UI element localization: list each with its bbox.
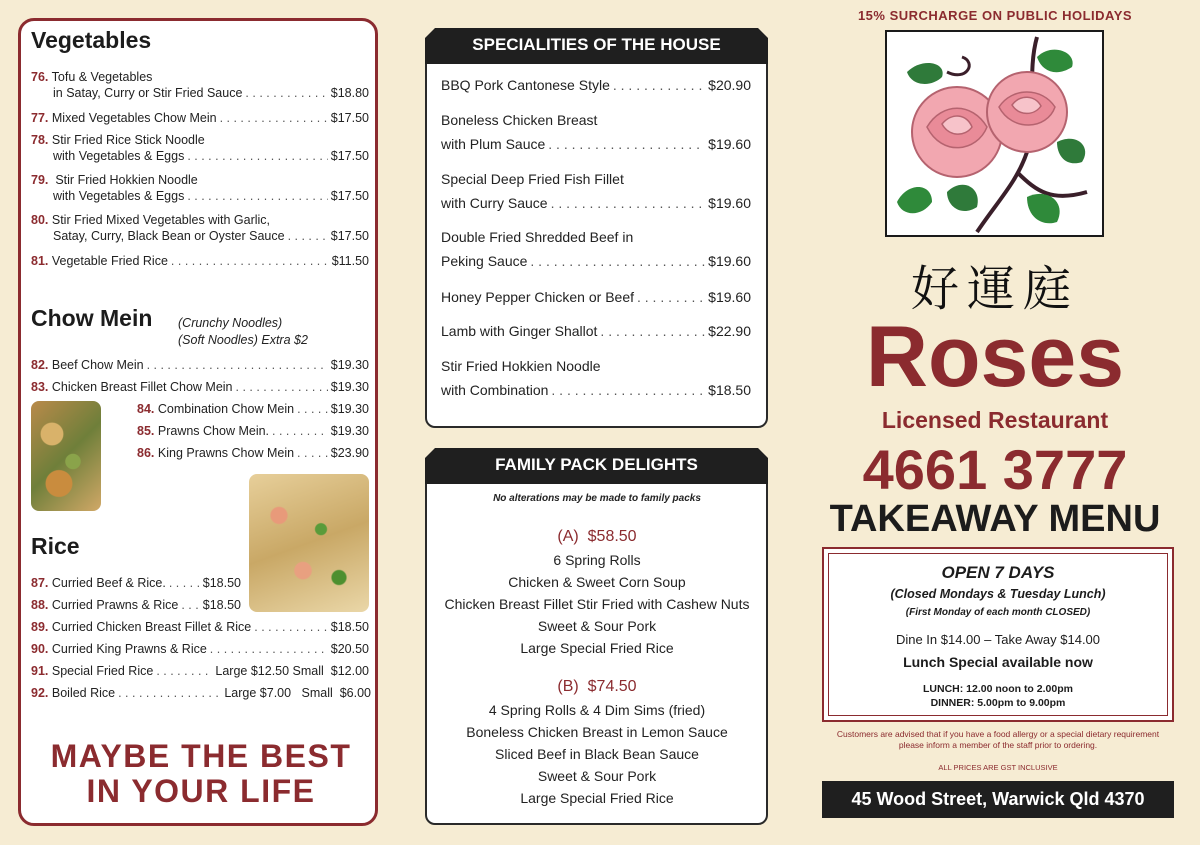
item-desc: Peking Sauce xyxy=(441,253,528,269)
food-photo-chow-mein xyxy=(31,401,101,511)
item-name: Boiled Rice xyxy=(51,686,116,700)
item-desc: with Plum Sauce xyxy=(441,136,546,152)
closed-note: (Closed Mondays & Tuesday Lunch) xyxy=(890,587,1106,601)
item-price: $17.50 xyxy=(330,149,369,163)
menu-item-88 xyxy=(31,597,241,613)
item-number: 88. xyxy=(31,598,49,612)
rose-illustration xyxy=(885,30,1104,237)
item-price: $18.50 xyxy=(330,620,369,634)
speciality-item xyxy=(441,354,751,402)
menu-item-79 xyxy=(31,172,369,204)
pack-a-heading xyxy=(427,526,767,548)
item-name: Stir Fried Hokkien Noodle xyxy=(441,358,601,374)
item-name: Special Deep Fried Fish Fillet xyxy=(441,171,624,187)
pack-a-item: 6 Spring Rolls xyxy=(553,552,641,568)
item-price: $19.60 xyxy=(708,253,751,269)
specialities-title: SPECIALITIES OF THE HOUSE xyxy=(425,28,768,64)
item-number: 90. xyxy=(31,642,49,656)
menu-item-76 xyxy=(31,69,369,101)
pack-b-item: Large Special Fried Rice xyxy=(520,790,674,806)
pack-a-item: Large Special Fried Rice xyxy=(520,640,674,656)
item-price: $11.50 xyxy=(331,254,369,268)
lunch-prices: Dine In $14.00 – Take Away $14.00 xyxy=(895,632,1101,647)
item-name: Stir Fried Hokkien Noodle xyxy=(55,173,198,187)
opening-hours-inner xyxy=(828,553,1168,716)
item-name: Combination Chow Mein xyxy=(157,402,295,416)
item-number: 85. xyxy=(137,424,155,438)
item-name: Lamb with Ginger Shallot xyxy=(441,323,598,339)
item-desc: in Satay, Curry or Stir Fried Sauce xyxy=(53,86,243,100)
menu-item-85 xyxy=(137,423,369,439)
allergy-line1: Customers are advised that if you have a food allergy or a special dietary requirement xyxy=(836,729,1160,739)
item-number: 80. xyxy=(31,213,49,227)
item-name: Prawns Chow Mein. xyxy=(157,424,270,438)
item-desc: with Curry Sauce xyxy=(441,195,548,211)
item-price: $19.30 xyxy=(330,402,369,416)
menu-item-84 xyxy=(137,401,369,417)
item-name: Curried Beef & Rice. xyxy=(51,576,166,590)
item-price: $18.50 xyxy=(202,598,241,612)
surcharge-notice: 15% SURCHARGE ON PUBLIC HOLIDAYS xyxy=(857,8,1133,23)
item-name: Beef Chow Mein xyxy=(51,358,144,372)
lunch-hours: LUNCH: 12.00 noon to 2.00pm xyxy=(923,683,1073,695)
pack-b-item: Sweet & Sour Pork xyxy=(537,768,657,784)
speciality-item xyxy=(441,73,751,97)
item-number: 87. xyxy=(31,576,49,590)
item-name: BBQ Pork Cantonese Style xyxy=(441,77,610,93)
item-name: Tofu & Vegetables xyxy=(51,70,153,84)
open-days: OPEN 7 DAYS xyxy=(941,563,1055,582)
item-price: $17.50 xyxy=(330,229,369,243)
chow-mein-title: Chow Mein xyxy=(31,305,153,331)
item-number: 82. xyxy=(31,358,49,372)
pack-a-label: (A) xyxy=(557,528,579,545)
menu-item-83 xyxy=(31,379,369,395)
item-price: $19.60 xyxy=(708,136,751,152)
item-number: 89. xyxy=(31,620,49,634)
speciality-item xyxy=(441,225,751,273)
item-size-prices: Large $7.00 Small xyxy=(224,686,333,700)
family-pack-title: FAMILY PACK DELIGHTS xyxy=(425,448,768,484)
item-price: $6.00 xyxy=(339,686,371,700)
item-name: Boneless Chicken Breast xyxy=(441,112,598,128)
item-desc: with Vegetables & Eggs xyxy=(53,189,185,203)
item-price: $19.60 xyxy=(708,195,751,211)
pack-b-item: 4 Spring Rolls & 4 Dim Sims (fried) xyxy=(488,702,706,718)
takeaway-menu-title: TAKEAWAY MENU xyxy=(829,498,1161,540)
item-price: $23.90 xyxy=(330,446,369,460)
menu-item-81 xyxy=(31,253,369,269)
item-name: Mixed Vegetables Chow Mein xyxy=(51,111,217,125)
item-name: King Prawns Chow Mein xyxy=(157,446,295,460)
pack-a-item: Chicken & Sweet Corn Soup xyxy=(508,574,686,590)
rice-title: Rice xyxy=(31,533,80,559)
pack-b-item: Sliced Beef in Black Bean Sauce xyxy=(495,746,699,762)
item-number: 76. xyxy=(31,70,49,84)
opening-hours-box xyxy=(822,547,1174,722)
family-pack-note: No alterations may be made to family packs xyxy=(493,493,701,504)
chinese-name: 好運庭 xyxy=(910,261,1079,317)
address-bar: 45 Wood Street, Warwick Qld 4370 xyxy=(822,781,1174,818)
item-number: 92. xyxy=(31,686,49,700)
chow-mein-note-soft: (Soft Noodles) Extra $2 xyxy=(178,333,308,347)
item-price: $12.00 xyxy=(330,664,369,678)
item-name: Vegetable Fried Rice xyxy=(51,254,168,268)
menu-item-87 xyxy=(31,575,241,591)
item-size-prices: Large $12.50 Small xyxy=(215,664,324,678)
menu-item-82 xyxy=(31,357,369,373)
phone-number: 4661 3777 xyxy=(862,438,1128,501)
menu-item-89 xyxy=(31,619,369,635)
pack-b-heading xyxy=(427,676,767,698)
item-price: $19.30 xyxy=(330,380,369,394)
item-number: 84. xyxy=(137,402,155,416)
gst-notice: ALL PRICES ARE GST INCLUSIVE xyxy=(938,763,1058,772)
item-name: Stir Fried Rice Stick Noodle xyxy=(51,133,205,147)
item-desc: with Combination xyxy=(441,382,549,398)
food-photo-fried-rice xyxy=(249,474,369,612)
item-price: $17.50 xyxy=(330,189,369,203)
dinner-hours: DINNER: 5.00pm to 9.00pm xyxy=(930,697,1066,709)
allergy-line2: please inform a member of the staff prior to ordering. xyxy=(898,740,1098,750)
family-pack-box xyxy=(425,448,768,825)
pack-b-item: Boneless Chicken Breast in Lemon Sauce xyxy=(466,724,728,740)
brand-name: Roses xyxy=(865,309,1125,405)
tagline-line1: MAYBE THE BEST xyxy=(50,738,352,774)
menu-item-90 xyxy=(31,641,369,657)
item-price: $19.30 xyxy=(330,424,369,438)
item-number: 79. xyxy=(31,173,49,187)
menu-item-80 xyxy=(31,212,369,244)
item-number: 81. xyxy=(31,254,49,268)
item-name: Double Fried Shredded Beef in xyxy=(441,229,634,245)
menu-item-86 xyxy=(137,445,369,461)
item-number: 86. xyxy=(137,446,155,460)
pack-a-price: $58.50 xyxy=(587,528,637,545)
item-number: 78. xyxy=(31,133,49,147)
menu-item-78 xyxy=(31,132,369,164)
item-price: $22.90 xyxy=(708,323,751,339)
tagline xyxy=(21,739,381,809)
item-number: 77. xyxy=(31,111,49,125)
item-price: $17.50 xyxy=(330,111,369,125)
chow-mein-note-crunchy: (Crunchy Noodles) xyxy=(178,316,283,330)
pack-a-item: Sweet & Sour Pork xyxy=(537,618,657,634)
pack-a-item: Chicken Breast Fillet Stir Fried with Cashew Nuts xyxy=(444,596,750,612)
item-price: $18.50 xyxy=(202,576,241,590)
item-name: Special Fried Rice xyxy=(51,664,154,678)
menu-item-92 xyxy=(31,685,371,701)
item-name: Honey Pepper Chicken or Beef xyxy=(441,289,634,305)
item-name: Chicken Breast Fillet Chow Mein xyxy=(51,380,233,394)
speciality-item xyxy=(441,108,751,156)
vegetables-title: Vegetables xyxy=(31,27,152,53)
item-price: $19.60 xyxy=(708,289,751,305)
pack-b-label: (B) xyxy=(557,678,579,695)
item-number: 91. xyxy=(31,664,49,678)
item-price: $18.80 xyxy=(330,86,369,100)
allergy-notice xyxy=(822,729,1174,751)
item-desc: with Vegetables & Eggs xyxy=(53,149,185,163)
item-price: $20.50 xyxy=(330,642,369,656)
speciality-item xyxy=(441,167,751,215)
speciality-item xyxy=(441,319,751,343)
item-name: Curried Chicken Breast Fillet & Rice xyxy=(51,620,252,634)
item-price: $18.50 xyxy=(708,382,751,398)
specialities-box xyxy=(425,28,768,428)
item-name: Curried King Prawns & Rice xyxy=(51,642,207,656)
item-number: 83. xyxy=(31,380,49,394)
licensed-restaurant: Licensed Restaurant xyxy=(881,407,1109,433)
speciality-item xyxy=(441,285,751,309)
tagline-line2: IN YOUR LIFE xyxy=(86,773,316,809)
pack-b-price: $74.50 xyxy=(587,678,637,695)
menu-item-91 xyxy=(31,663,369,679)
item-price: $19.30 xyxy=(330,358,369,372)
item-name: Curried Prawns & Rice xyxy=(51,598,179,612)
rose-icon xyxy=(887,32,1102,235)
menu-left-panel xyxy=(18,18,378,826)
first-monday-note: (First Monday of each month CLOSED) xyxy=(905,607,1091,618)
lunch-special: Lunch Special available now xyxy=(903,654,1093,670)
menu-item-77 xyxy=(31,110,369,126)
item-desc: Satay, Curry, Black Bean or Oyster Sauce xyxy=(53,229,285,243)
item-name: Stir Fried Mixed Vegetables with Garlic, xyxy=(51,213,271,227)
item-price: $20.90 xyxy=(708,77,751,93)
